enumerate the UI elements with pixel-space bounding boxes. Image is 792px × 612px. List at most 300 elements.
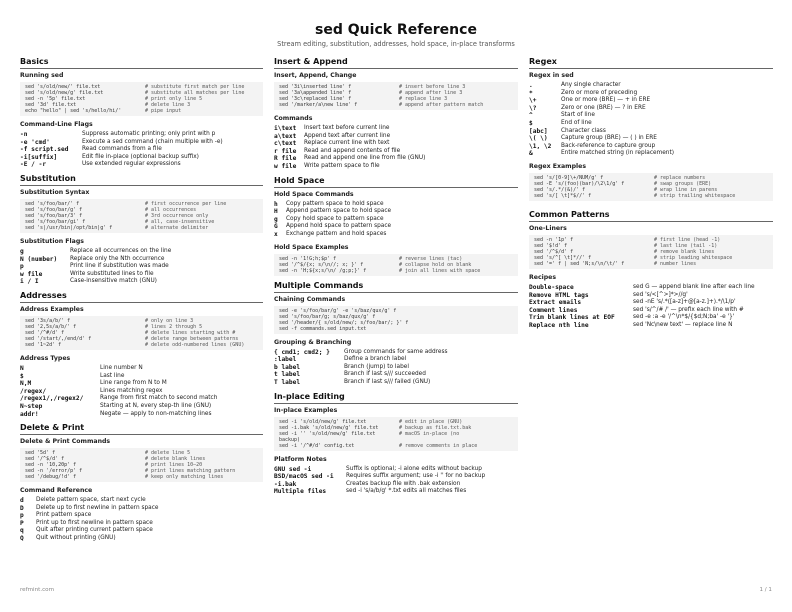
code-command: sed '/start/,/end/d' f [25,335,92,342]
reference-description: Line number N [100,364,143,371]
keyvalue-table [274,466,518,496]
section-title-multiple-commands: Multiple Commands [274,281,518,293]
reference-row [20,154,263,162]
section-title-in-place-editing: In-place Editing [274,392,518,404]
code-comment: # 3rd occurrence only [145,212,209,219]
subsection-title: Substitution Syntax [20,188,90,196]
code-block [20,448,263,482]
reference-key: w file [20,270,43,278]
footer-page-number: 1 / 1 [759,587,772,593]
code-line [25,474,258,480]
section-title-delete-print: Delete & Print [20,423,263,435]
reference-key: h [274,200,278,208]
code-command: sed '/debug/!d' f [25,474,77,481]
reference-key: d [20,497,24,505]
subsection-title: Command Reference [20,487,93,495]
section-title-basics: Basics [20,57,263,69]
reference-row [529,97,773,105]
reference-description: Delete pattern space, start next cycle [36,497,146,504]
code-command: sed 's/old/new/' file.txt [25,84,101,90]
column-right [529,57,773,335]
subsection-title: Delete & Print Commands [20,438,111,446]
code-comment: # wrap line in parens [654,186,718,193]
reference-row [529,322,773,330]
subsection-title: Running sed [20,72,64,79]
reference-key: N [20,364,24,372]
code-comment: # keep only matching lines [145,474,224,481]
reference-key: t label [274,371,301,379]
reference-row [274,208,518,216]
code-block [529,235,773,269]
code-command: sed '1~2d' f [25,341,62,348]
code-comment: # last line (tail -1) [654,242,718,249]
reference-description: Replace all occurrences on the line [70,247,172,254]
reference-row [529,120,773,128]
keyvalue-table [20,365,263,418]
reference-row [20,512,263,520]
reference-row [274,133,518,141]
reference-row [274,163,518,171]
reference-description: Append text after current line [304,132,391,139]
code-line [534,261,768,267]
code-command: sed '$!d' f [534,242,568,249]
code-comment: # delete odd-numbered lines (GNU) [145,341,245,348]
reference-row [529,105,773,113]
reference-description: Read and append one line from file (GNU) [304,155,426,162]
reference-key: ^ [529,112,533,120]
reference-description: Creates backup file with .bak extension [346,480,461,487]
reference-description: sed -i 's/a/b/g' *.txt edits all matches files [346,488,467,495]
reference-key: T label [274,378,301,386]
reference-row [274,201,518,209]
section-title-insert-append: Insert & Append [274,57,518,69]
subsection-title: One-Liners [529,224,567,232]
reference-row [274,371,518,379]
reference-description: Copy pattern space to hold space [286,200,384,207]
code-comment: # macOS in-place (no [399,430,460,437]
code-comment: # remove comments in place [399,442,478,449]
page-header [0,22,792,48]
reference-row [20,365,263,373]
keyvalue-table [20,131,263,169]
reference-key: r file [274,147,297,155]
code-command: sed 's/foo/bar/gi' f [25,218,86,225]
reference-description: Requires suffix argument; use -i '' for no backup [346,473,486,480]
code-command: sed '/^$/{x; s/\n//; x; }' f [279,261,364,268]
code-command: sed '=' f | sed 'N;s/\n/\t/' f [534,260,625,267]
code-comment: # reverse lines (tac) [399,255,463,262]
reference-description: Append pattern space to hold space [286,208,392,215]
code-comment: # delete range between patterns [145,335,239,342]
reference-description: One or more (BRE) — + in ERE [561,97,651,104]
reference-key: GNU sed -i [274,465,312,473]
code-command: sed -n '1p' f [534,236,574,243]
code-command: echo "hello" | sed 's/hello/hi/' [25,108,122,114]
reference-key: -i.bak [274,480,297,488]
code-command: sed '2,5s/a/b/' f [25,323,77,330]
reference-description: Append hold space to pattern space [286,223,392,230]
section-title-common-patterns: Common Patterns [529,210,773,222]
reference-row [20,256,263,264]
code-comment: # delete blank lines [145,456,206,463]
code-block [20,82,263,116]
reference-key: R file [274,155,297,163]
reference-row [20,271,263,279]
reference-key: Trim blank lines at EOF [529,314,615,322]
reference-description: Read commands from a file [82,146,162,153]
subsection-title: In-place Examples [274,406,338,414]
code-comment: # all, case-insensitive [145,218,215,225]
reference-row [529,284,773,292]
reference-row [274,473,518,481]
reference-key: N~step [20,402,43,410]
code-command: sed 's/^[ \t]*//' f [534,254,592,261]
subsection-title: Recipes [529,273,557,281]
reference-row [529,82,773,90]
subsection-title: Substitution Flags [20,237,84,245]
code-command: sed 's/.*/(&)/' f [534,186,586,193]
keyvalue-table [20,248,263,286]
reference-key: a\text [274,132,297,140]
reference-key: G [274,223,278,231]
reference-row [274,231,518,239]
reference-key: c\text [274,140,297,148]
reference-row [20,497,263,505]
reference-row [274,488,518,496]
reference-row [274,349,518,357]
reference-key: N (number) [20,255,58,263]
reference-row [274,379,518,387]
reference-description: Print pattern space [36,512,92,519]
code-line [25,108,258,114]
code-command: sed -i.bak 's/old/new/g' file.txt [279,424,379,431]
reference-description: Edit file in-place (optional backup suffix) [82,153,199,160]
code-command: sed -n '5p' file.txt [25,96,86,102]
code-command: sed 's/foo/bar/' f [25,200,80,207]
reference-description: Range from first match to second match [100,395,218,402]
reference-row [20,403,263,411]
reference-row [20,388,263,396]
reference-description: Zero or more of preceding [561,89,638,96]
code-comment: # print only line 5 [145,96,203,102]
code-comment: # strip trailing whitespace [654,192,736,199]
reference-key: /regex/ [20,387,47,395]
code-comment: # pipe input [145,108,182,114]
reference-description: Suppress automatic printing; only print with p [82,131,216,137]
reference-description: Capture group (BRE) — ( ) in ERE [561,135,657,142]
reference-key: w file [274,162,297,170]
reference-description: Any single character [561,82,621,88]
reference-description: Print up to first newline in pattern space [36,519,153,526]
section-title-substitution: Substitution [20,174,263,186]
reference-description: Quit without printing (GNU) [36,535,116,542]
reference-description: Case-insensitive match (GNU) [70,278,157,285]
reference-description: Write substituted lines to file [70,270,154,277]
subsection-title: Regex in sed [529,72,574,79]
reference-key: $ [20,372,24,380]
reference-row [529,112,773,120]
code-comment: # number lines [654,260,697,267]
reference-key: q [20,527,24,535]
page-title: sed Quick Reference [315,22,477,38]
reference-key: N,M [20,380,32,388]
code-command: sed -i '/^#/d' config.txt [279,442,355,449]
subsection-title: Address Types [20,354,71,362]
code-command: sed '3s/a/b/' f [25,317,71,324]
reference-description: Exchange pattern and hold spaces [286,230,387,237]
code-comment: # swap groups (ERE) [654,180,712,187]
reference-key: p [20,263,24,271]
subsection-title: Platform Notes [274,455,327,463]
subsection-title: Chaining Commands [274,295,346,303]
code-comment: # delete line 5 [145,450,191,457]
reference-row [529,128,773,136]
code-comment: # all occurrences [145,206,197,213]
code-comment: # print lines matching pattern [145,468,236,475]
reference-key: BSD/macOS sed -i [274,473,334,481]
code-command: sed -n '/error/p' f [25,468,83,475]
code-line [279,268,513,274]
reference-description: Insert text before current line [304,125,390,131]
reference-row [20,161,263,169]
reference-key: [abc] [529,127,548,135]
reference-row [529,299,773,307]
reference-row [274,140,518,148]
reference-description: End of line [561,119,592,126]
code-command: sed -i 's/old/new/g' file.txt [279,418,367,425]
reference-key: \+ [529,97,537,105]
subsection-title: Regex Examples [529,162,587,170]
code-block [274,82,518,110]
code-line [25,225,258,231]
code-comment: # replace numbers [654,174,706,181]
reference-row [20,535,263,543]
reference-description: Write pattern space to file [304,162,380,169]
reference-key: g [274,215,278,223]
code-block [529,173,773,201]
subsection-title: Hold Space Commands [274,190,354,198]
reference-description: Entire matched string (in replacement) [561,150,675,157]
code-command: sed '/marker/a\new line' f [279,102,358,108]
code-line [25,342,258,348]
code-comment: # first line (head -1) [654,236,721,243]
reference-description: Delete up to first newline in pattern space [36,504,159,511]
code-comment: # edit in place (GNU) [399,418,463,425]
reference-description: Print line if substitution was made [70,263,169,270]
reference-row [20,380,263,388]
reference-key: { cmd1; cmd2; } [274,348,330,356]
code-comment: # substitute first match per line [145,84,245,90]
reference-description: Back-reference to capture group [561,142,656,149]
reference-key: Multiple files [274,488,327,496]
code-comment: # join all lines with space [399,267,481,274]
reference-key: \? [529,104,537,112]
section-title-addresses: Addresses [20,291,263,303]
code-comment: # strip leading whitespace [654,254,733,261]
reference-key: :label [274,356,297,364]
reference-key: x [274,230,278,238]
column-middle [274,57,518,501]
reference-key: -i[suffix] [20,153,58,161]
code-command: sed 's/foo/bar/g; s/baz/qux/g' f [279,313,376,320]
subsection-title: Hold Space Examples [274,243,349,251]
code-line [279,443,513,449]
reference-key: Q [20,535,24,543]
code-command: sed '3a\appended line' f [279,90,352,96]
reference-description: Branch if last s/// succeeded [344,371,426,378]
reference-description: Line range from N to M [100,380,167,387]
code-command: sed -f commands.sed input.txt [279,325,367,332]
reference-row [20,373,263,381]
code-block [274,306,518,334]
code-command: sed '3c\replaced line' f [279,96,352,102]
reference-row [529,292,773,300]
reference-description: Replace only the Nth occurrence [70,255,165,262]
subsection-title: Address Examples [20,305,84,313]
reference-description: Character class [561,127,606,134]
reference-key: i\text [274,125,297,132]
reference-key: addr! [20,410,39,418]
code-command: sed 's/[0-9]\+/NUM/g' f [534,174,604,181]
code-comment: # replace line 3 [399,96,448,102]
reference-row [20,131,263,139]
subsection-title: Insert, Append, Change [274,72,357,79]
code-comment: # print lines 10–20 [145,462,203,469]
reference-description: sed 'Nc\new text' — replace line N [633,321,733,328]
reference-description: Replace current line with text [304,140,390,147]
code-comment: # delete line 3 [145,102,191,108]
section-title-regex: Regex [529,57,773,69]
reference-row [529,314,773,322]
reference-description: Lines matching regex [100,387,163,394]
reference-key: Extract emails [529,299,582,307]
code-line [279,102,513,108]
code-block [274,254,518,276]
reference-key: b label [274,363,301,371]
reference-description: Start of line [561,112,595,119]
keyvalue-table [529,82,773,158]
reference-description: Negate — apply to non-matching lines [100,410,212,417]
reference-key: \( \) [529,135,548,143]
reference-description: Branch if last s/// failed (GNU) [344,378,431,385]
code-command: sed 's|/usr/bin|/opt/bin|g' f [25,224,113,231]
code-comment: # substitute all matches per line [145,90,245,96]
reference-row [274,466,518,474]
reference-key: \1, \2 [529,142,552,150]
reference-description: Quit after printing current pattern space [36,527,153,534]
subsection-title: Command-Line Flags [20,121,93,128]
reference-row [20,248,263,256]
reference-key: p [20,512,24,520]
reference-key: g [20,247,24,255]
page-subtitle: Stream editing, substitution, addresses, hold space, in-place transforms [277,40,515,48]
reference-key: Replace nth line [529,321,589,329]
code-comment: # backup as file.txt.bak [399,424,472,431]
code-command: sed '/header/{ s/old/new/; s/foo/bar/; }' f [279,319,409,326]
reference-row [274,148,518,156]
reference-description: Branch (jump) to label [344,363,409,370]
keyvalue-table [529,284,773,330]
reference-key: /regex1/,/regex2/ [20,395,84,403]
reference-row [20,146,263,154]
code-command: sed -i '' 's/old/new/g' file.txt [279,430,376,437]
reference-row [20,505,263,513]
reference-key: * [529,89,533,97]
code-command: sed '/^$/d' f [534,248,574,255]
column-left [20,57,263,548]
code-command: sed '3i\inserted line' f [279,84,352,90]
reference-row [274,356,518,364]
code-command: sed -n '1!G;h;$p' f [279,255,337,262]
code-comment: # delete lines starting with # [145,329,236,336]
reference-row [20,263,263,271]
reference-row [274,223,518,231]
code-block [20,199,263,233]
code-line [279,326,513,332]
reference-row [274,155,518,163]
reference-key: . [529,82,533,89]
reference-description: Group commands for same address [344,348,448,355]
reference-key: -E / -r [20,161,47,169]
reference-row [20,395,263,403]
reference-key: & [529,150,533,158]
reference-description: Starting at N, every step-th line (GNU) [100,402,212,409]
reference-description: Suffix is optional; -i alone edits without backup [346,465,482,472]
reference-row [529,143,773,151]
code-block [274,417,518,451]
subsection-title: Commands [274,115,313,122]
reference-row [20,527,263,535]
reference-row [274,364,518,372]
reference-description: Last line [100,372,125,379]
keyvalue-table [274,201,518,239]
code-comment: # first occurrence per line [145,200,227,207]
code-command: sed 's/foo/bar/3' f [25,212,83,219]
reference-description: Copy hold space to pattern space [286,215,384,222]
code-command: sed '3d' file.txt [25,102,77,108]
subsection-title: Grouping & Branching [274,338,352,346]
code-comment: # only on line 3 [145,317,194,324]
reference-key: D [20,504,24,512]
reference-key: -f script.sed [20,146,69,154]
reference-key: i / I [20,278,39,286]
reference-key: -e 'cmd' [20,138,50,146]
reference-row [20,278,263,286]
reference-row [274,216,518,224]
reference-description: Read and append contents of file [304,147,401,154]
reference-description: sed 's/<[^>]*>//g' [633,291,688,298]
code-comment: # collapse hold on blank [399,261,472,268]
reference-row [20,411,263,419]
code-command: backup) [279,436,301,443]
code-comment: # append after pattern match [399,102,484,108]
reference-row [529,150,773,158]
reference-description: sed 's/^/# /' — prefix each line with # [633,306,744,313]
reference-row [529,135,773,143]
code-comment: # append after line 3 [399,90,463,96]
reference-key: P [20,519,24,527]
code-command: sed 's/[ \t]*$//' f [534,192,592,199]
reference-key: Double-space [529,283,574,291]
code-command: sed 's/old/new/g' file.txt [25,90,104,96]
code-comment: # insert before line 3 [399,84,466,90]
code-comment [399,326,513,332]
reference-description: Define a branch label [344,356,407,363]
reference-description: Execute a sed command (chain multiple with -e) [82,138,223,145]
code-command: sed -e 's/foo/bar/g' -e 's/baz/qux/g' f [279,307,397,314]
reference-key: Remove HTML tags [529,291,589,299]
keyvalue-table [20,497,263,543]
